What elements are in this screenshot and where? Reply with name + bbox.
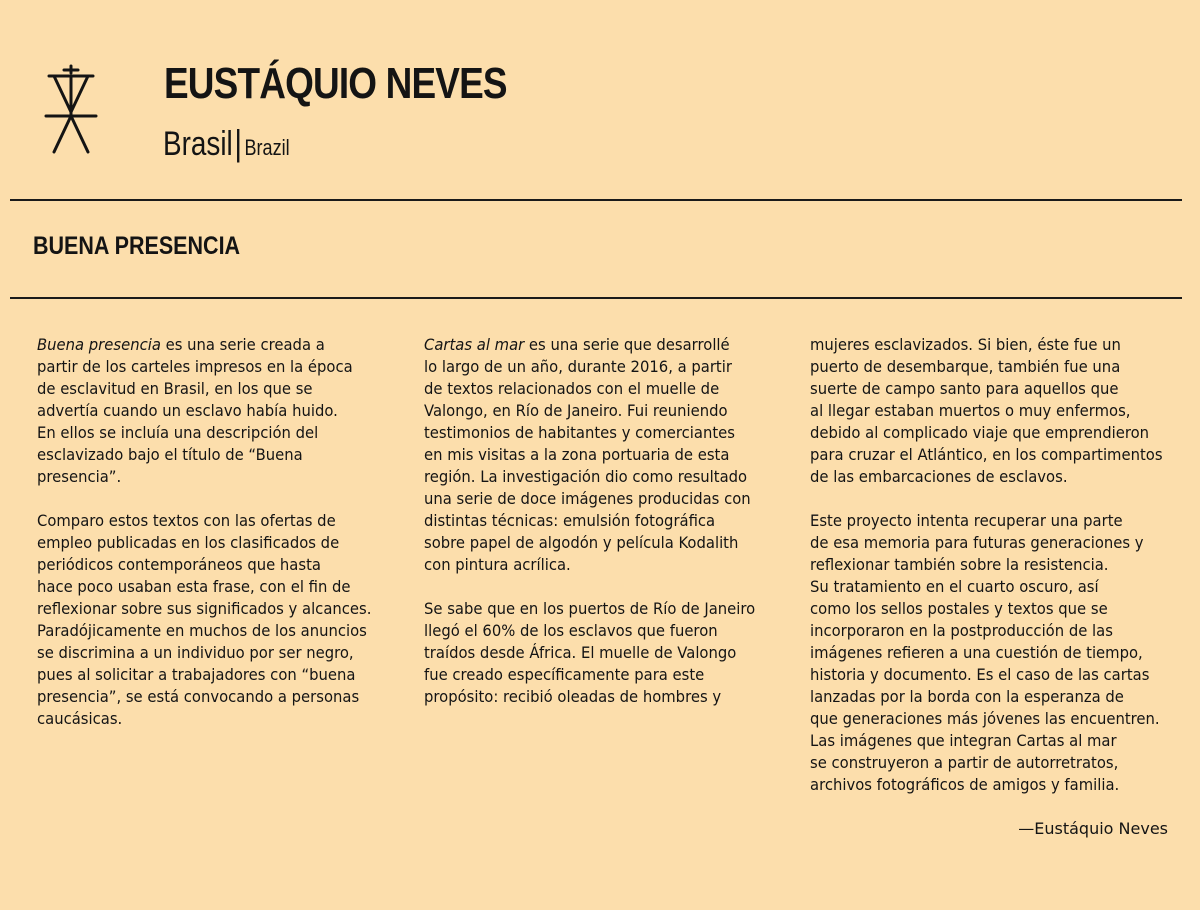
paragraph-line: como los sellos postales y textos que se xyxy=(810,599,1108,618)
paragraph-line: Paradójicamente en muchos de los anuncios xyxy=(37,621,367,640)
paragraph-line: de esclavitud en Brasil, en los que se xyxy=(37,379,313,398)
paragraph-line: para cruzar el Atlántico, en los compartimentos xyxy=(810,445,1163,464)
country-separator: | xyxy=(234,122,243,163)
paragraph-line: imágenes refieren a una cuestión de tiempo, xyxy=(810,643,1143,662)
paragraph-line: Valongo, en Río de Janeiro. Fui reuniendo xyxy=(424,401,728,420)
paragraph-line: hace poco usaban esta frase, con el fin de xyxy=(37,577,351,596)
paragraph-line: lanzadas por la borda con la esperanza de xyxy=(810,687,1124,706)
paragraph-line: partir de los carteles impresos en la época xyxy=(37,357,353,376)
paragraph-line: En ellos se incluía una descripción del xyxy=(37,423,319,442)
paragraph-line: reflexionar también sobre la resistencia. xyxy=(810,555,1109,574)
paragraph-line: archivos fotográficos de amigos y familia. xyxy=(810,775,1120,794)
paragraph-line: Buena presencia es una serie creada a xyxy=(37,335,325,354)
text-column-3 xyxy=(810,334,1163,796)
paragraph-line: presencia”, se está convocando a personas xyxy=(37,687,360,706)
paragraph-line: advertía cuando un esclavo había huido. xyxy=(37,401,338,420)
section-title: BUENA PRESENCIA xyxy=(33,232,241,260)
paragraph-line: Este proyecto intenta recuperar una parte xyxy=(810,511,1123,530)
text-column-2 xyxy=(424,334,755,708)
paragraph-line: se construyeron a partir de autorretratos, xyxy=(810,753,1119,772)
paragraph-line: esclavizado bajo el título de “Buena xyxy=(37,445,303,464)
paragraph-line: empleo publicadas en los clasificados de xyxy=(37,533,340,552)
text-column-1 xyxy=(37,334,371,730)
paragraph-line: de esa memoria para futuras generaciones y xyxy=(810,533,1144,552)
paragraph-line: traídos desde África. El muelle de Valongo xyxy=(424,643,737,662)
paragraph-line: debido al complicado viaje que emprendieron xyxy=(810,423,1150,442)
paragraph-line: caucásicas. xyxy=(37,709,123,728)
paragraph-line: presencia”. xyxy=(37,467,122,486)
paragraph-line: se discrimina a un individuo por ser negro, xyxy=(37,643,354,662)
country-english: Brazil xyxy=(244,135,290,160)
paragraph-line: Cartas al mar es una serie que desarrollé xyxy=(424,335,730,354)
paragraph-line: propósito: recibió oleadas de hombres y xyxy=(424,687,722,706)
paragraph-line: mujeres esclavizados. Si bien, éste fue un xyxy=(810,335,1121,354)
paragraph-line: al llegar estaban muertos o muy enfermos, xyxy=(810,401,1131,420)
paragraph-line: de textos relacionados con el muelle de xyxy=(424,379,720,398)
paragraph-line: distintas técnicas: emulsión fotográfica xyxy=(424,511,716,530)
paragraph-line: región. La investigación dio como resultado xyxy=(424,467,748,486)
paragraph-line: testimonios de habitantes y comerciantes xyxy=(424,423,735,442)
artist-country xyxy=(163,122,290,169)
series-title-italic: Buena presencia xyxy=(37,335,161,354)
country-spanish: Brasil xyxy=(163,125,233,163)
paragraph-line: una serie de doce imágenes producidas con xyxy=(424,489,751,508)
paragraph-line: incorporaron en la postproducción de las xyxy=(810,621,1113,640)
series-title-italic: Cartas al mar xyxy=(424,335,525,354)
paragraph-line: lo largo de un año, durante 2016, a partir xyxy=(424,357,732,376)
author-signature: —Eustáquio Neves xyxy=(1018,819,1168,838)
paragraph-line: pues al solicitar a trabajadores con “buena xyxy=(37,665,356,684)
section-divider xyxy=(10,297,1182,299)
paragraph-line: Se sabe que en los puertos de Río de Janeiro xyxy=(424,599,756,618)
paragraph-line: historia y documento. Es el caso de las cartas xyxy=(810,665,1150,684)
paragraph-line: suerte de campo santo para aquellos que xyxy=(810,379,1119,398)
paragraph-line: de las embarcaciones de esclavos. xyxy=(810,467,1068,486)
paragraph-line: sobre papel de algodón y película Kodalith xyxy=(424,533,739,552)
paragraph-line: que generaciones más jóvenes las encuentren. xyxy=(810,709,1160,728)
paragraph-line: periódicos contemporáneos que hasta xyxy=(37,555,321,574)
paragraph-line: con pintura acrílica. xyxy=(424,555,571,574)
paragraph-line: Comparo estos textos con las ofertas de xyxy=(37,511,336,530)
header-divider xyxy=(10,199,1182,201)
paragraph-line: reflexionar sobre sus significados y alcances. xyxy=(37,599,372,618)
artist-name: EUSTÁQUIO NEVES xyxy=(164,59,507,108)
paragraph-line: Su tratamiento en el cuarto oscuro, así xyxy=(810,577,1099,596)
paragraph-line: puerto de desembarque, también fue una xyxy=(810,357,1121,376)
exhibition-logo-icon xyxy=(44,64,98,156)
paragraph-line: en mis visitas a la zona portuaria de esta xyxy=(424,445,730,464)
paragraph-line: fue creado específicamente para este xyxy=(424,665,705,684)
paragraph-line: llegó el 60% de los esclavos que fueron xyxy=(424,621,718,640)
paragraph-line: Las imágenes que integran Cartas al mar xyxy=(810,731,1117,750)
